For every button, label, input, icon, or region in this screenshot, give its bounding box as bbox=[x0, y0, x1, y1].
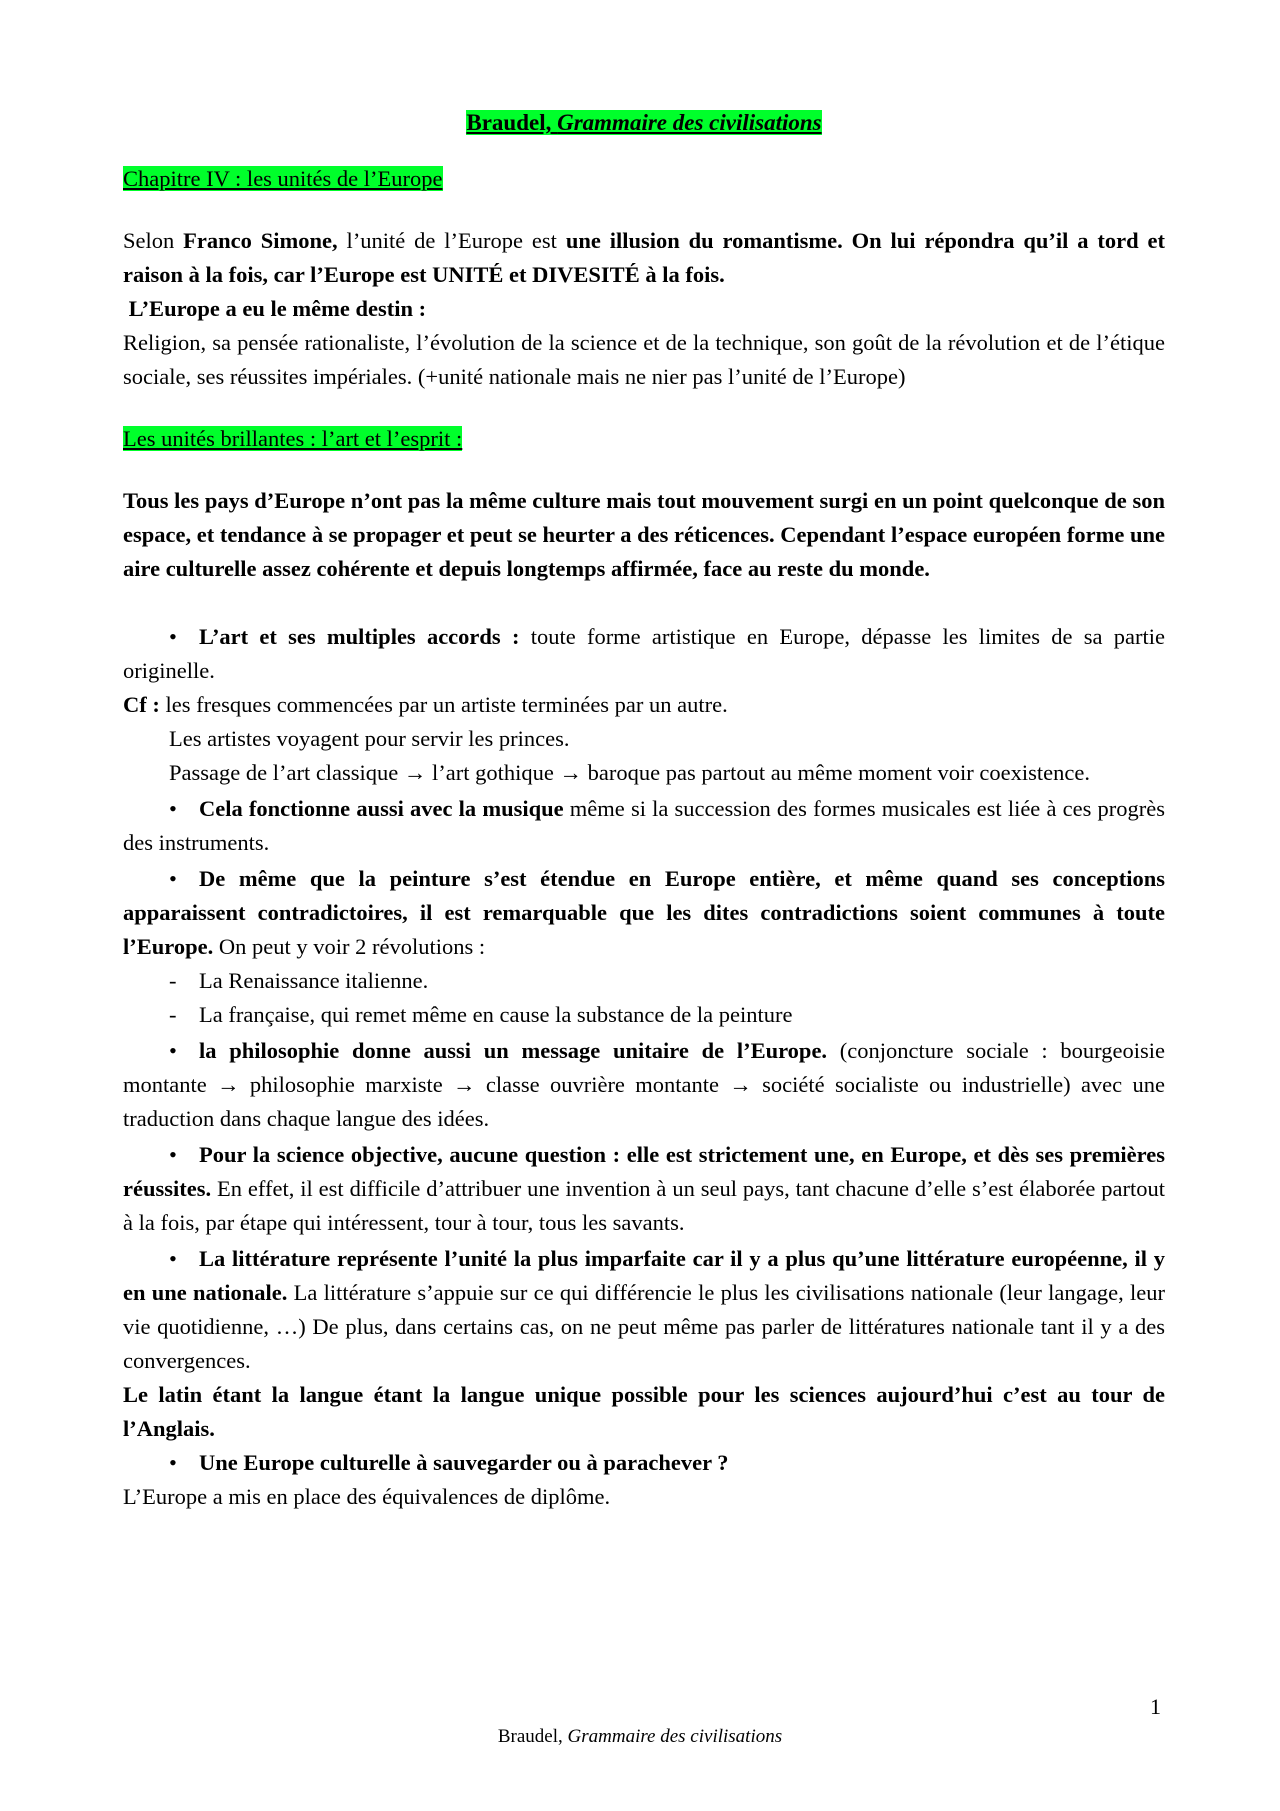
culture-paragraph bbox=[123, 484, 1165, 586]
dash-item-2-text: La française, qui remet même en cause la substance de la peinture bbox=[199, 1002, 793, 1027]
dash-item-1 bbox=[123, 964, 1165, 998]
bullet-literature bbox=[123, 1242, 1165, 1378]
document-title bbox=[123, 108, 1165, 138]
dash-icon: - bbox=[169, 1002, 177, 1027]
bullet-music-text: même si la succession des formes musicales est liée à ces progrès des instruments. bbox=[123, 796, 1165, 855]
culture-paragraph-text: Tous les pays d’Europe n’ont pas la même culture mais tout mouvement surgi en un point quelconque de son espace, et tendance à se propager et peut se heurter a des réticences. Cependant l’espace européen forme une aire culturelle assez cohérente et depuis longtemps affirmée, face au reste du monde. bbox=[123, 488, 1165, 581]
dash-icon: - bbox=[169, 968, 177, 993]
bullet-icon: • bbox=[169, 1246, 177, 1271]
bullet-icon: • bbox=[169, 796, 177, 821]
diplome-line: L’Europe a mis en place des équivalences de diplôme. bbox=[123, 1484, 611, 1509]
section-heading-text: Les unités brillantes : l’art et l’esprit : bbox=[123, 426, 463, 451]
intro-bold-claim: une illusion du romantisme. On lui répondra qu’il a tord et raison à la fois, car l’Europe est UNITÉ et DIVESITÉ à la fois. bbox=[123, 228, 1166, 287]
artists-line: Les artistes voyagent pour servir les princes. bbox=[169, 726, 570, 751]
bullet-europe-bold: Une Europe culturelle à sauvegarder ou à parachever ? bbox=[199, 1450, 729, 1475]
bullet-icon: • bbox=[169, 1450, 177, 1475]
bullet-icon: • bbox=[169, 1142, 177, 1167]
passage-line: Passage de l’art classique → l’art gothique → baroque pas partout au même moment voir coexistence. bbox=[169, 760, 1090, 785]
footer-author: Braudel, bbox=[497, 1726, 568, 1747]
bullet-philosophy bbox=[123, 1034, 1165, 1136]
bullet-europe bbox=[123, 1446, 1165, 1480]
bullet-painting-bold: De même que la peinture s’est étendue en Europe entière, et même quand ses conceptions apparaissent contradictoires, il est remarquable que les dites contradictions soient communes à toute l’Europe. bbox=[123, 866, 1165, 959]
destin-text: L’Europe a eu le même destin : bbox=[123, 296, 427, 321]
intro-text-a: Selon bbox=[123, 228, 184, 253]
bullet-literature-bold: La littérature représente l’unité la plus imparfaite car il y a plus qu’une littérature européenne, il y en une nationale. bbox=[123, 1246, 1165, 1305]
bullet-philosophy-bold: la philosophie donne aussi un message unitaire de l’Europe. bbox=[199, 1038, 828, 1063]
destin-paragraph: Religion, sa pensée rationaliste, l’évolution de la science et de la technique, son goût de la révolution et de l’étique sociale, ses réussites impériales. (+unité nationale mais ne nier pas l’unité de l’Europe) bbox=[123, 330, 1165, 389]
page-number: 1 bbox=[1150, 1694, 1161, 1719]
destin-heading bbox=[123, 292, 1165, 326]
chapter-heading-text: Chapitre IV : les unités de l’Europe bbox=[123, 166, 443, 191]
latin-text: Le latin étant la langue étant la langue unique possible pour les sciences aujourd’hui c’est au tour de l’Anglais. bbox=[123, 1382, 1165, 1441]
intro-paragraph bbox=[123, 224, 1165, 292]
footer-work: Grammaire des civilisations bbox=[567, 1726, 783, 1747]
title-author: Braudel, bbox=[466, 110, 558, 135]
bullet-art-text: toute forme artistique en Europe, dépasse les limites de sa partie originelle. bbox=[123, 624, 1166, 683]
section-heading bbox=[123, 424, 1165, 454]
page-footer bbox=[0, 1726, 1280, 1748]
title-work: Grammaire des civilisations bbox=[557, 110, 822, 135]
bullet-icon: • bbox=[169, 866, 177, 891]
bullet-literature-text: La littérature s’appuie sur ce qui différencie le plus les civilisations nationale (leur langage, leur vie quotidienne, …) De plus, dans certains cas, on ne peut même pas parler de littératures nationale tant il y a des convergences. bbox=[123, 1280, 1165, 1373]
intro-text-c: l’unité de l’Europe est bbox=[337, 228, 566, 253]
bullet-science-text: En effet, il est difficile d’attribuer une invention à un seul pays, tant chacune d’elle s’est élaborée partout à la fois, par étape qui intéressent, tour à tour, tous les savants. bbox=[123, 1176, 1165, 1235]
cf-line bbox=[123, 688, 1165, 722]
document-body bbox=[123, 108, 1165, 1514]
bullet-science-bold: Pour la science objective, aucune question : elle est strictement une, en Europe, et dès ses premières réussites. bbox=[123, 1142, 1165, 1201]
chapter-heading bbox=[123, 164, 1165, 194]
cf-text: les fresques commencées par un artiste terminées par un autre. bbox=[159, 692, 728, 717]
bullet-music-bold: Cela fonctionne aussi avec la musique bbox=[199, 796, 564, 821]
bullet-music bbox=[123, 792, 1165, 860]
dash-item-2 bbox=[123, 998, 1165, 1032]
bullet-art-bold: L’art et ses multiples accords : bbox=[199, 624, 520, 649]
bullet-philosophy-text: (conjoncture sociale : bourgeoisie montante → philosophie marxiste → classe ouvrière montante → société socialiste ou industrielle) avec une traduction dans chaque langue des idées. bbox=[123, 1038, 1165, 1131]
intro-author: Franco Simone, bbox=[183, 228, 338, 253]
bullet-painting bbox=[123, 862, 1165, 964]
dash-item-1-text: La Renaissance italienne. bbox=[199, 968, 429, 993]
latin-paragraph bbox=[123, 1378, 1165, 1446]
bullet-icon: • bbox=[169, 624, 177, 649]
bullet-icon: • bbox=[169, 1038, 177, 1063]
bullet-art bbox=[123, 620, 1165, 688]
bullet-painting-text: On peut y voir 2 révolutions : bbox=[213, 934, 486, 959]
cf-label: Cf : bbox=[123, 692, 160, 717]
bullet-science bbox=[123, 1138, 1165, 1240]
